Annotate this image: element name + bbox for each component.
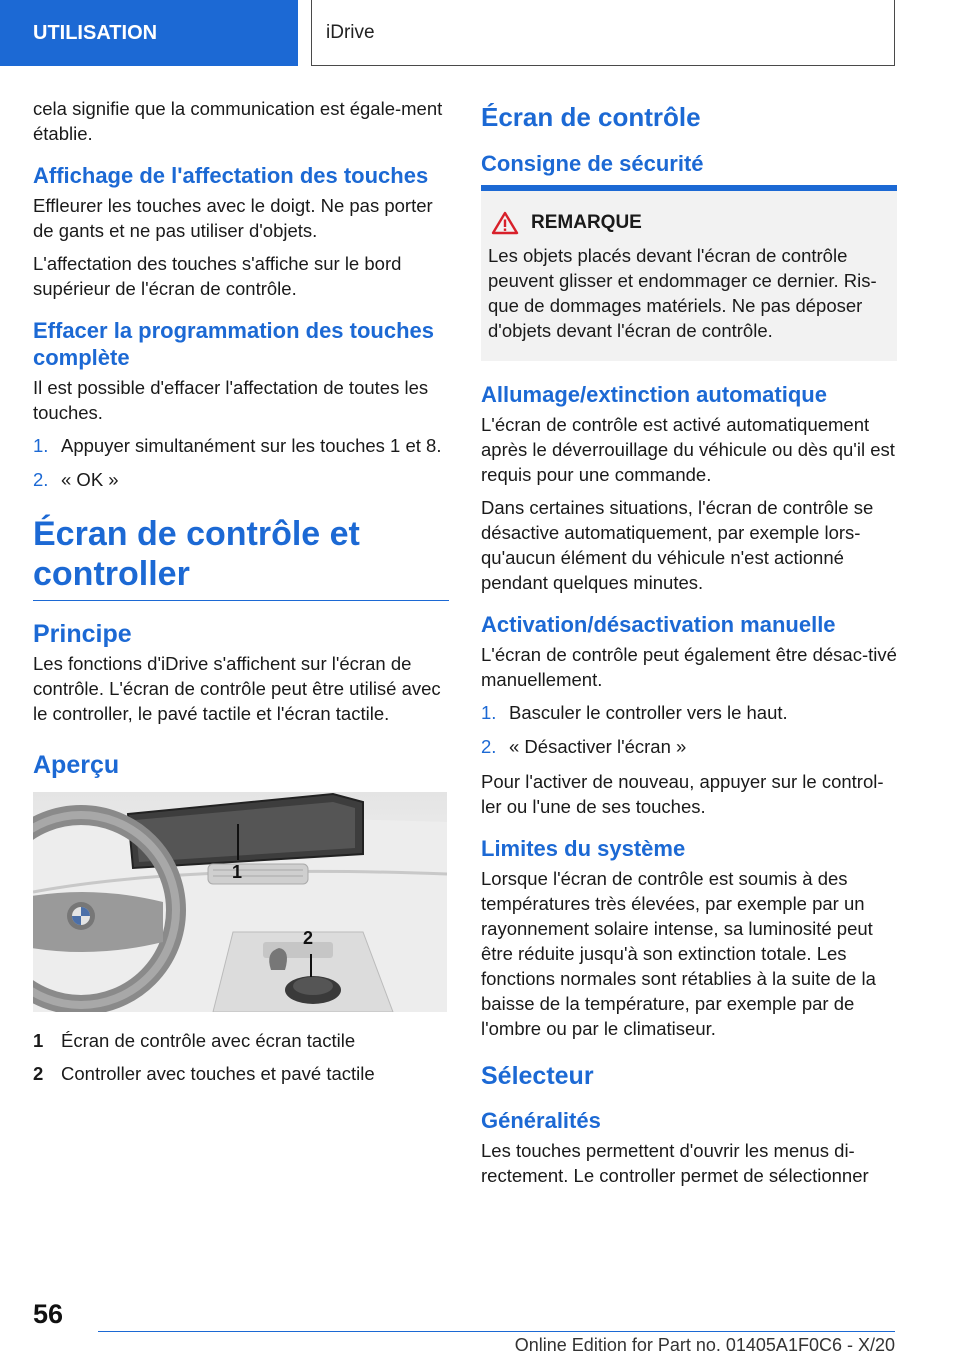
legend-text: Controller avec touches et pavé tactile	[61, 1063, 375, 1084]
heading-main: Écran de contrôle et controller	[33, 514, 449, 601]
figure-legend	[33, 1028, 449, 1086]
paragraph-affichage-1: Effleurer les touches avec le doigt. Ne pas porter de gants et ne pas utiliser d'objets.	[33, 195, 433, 241]
heading-apercu: Aperçu	[33, 751, 120, 779]
paragraph-affichage-2: L'affectation des touches s'affiche sur le bord supérieur de l'écran de contrôle.	[33, 253, 402, 299]
step-text: Basculer le controller vers le haut.	[509, 702, 788, 723]
legend-number: 2	[33, 1063, 44, 1084]
section-title: UTILISATION	[33, 21, 158, 44]
heading-selecteur: Sélecteur	[481, 1062, 594, 1090]
footer-edition: Online Edition for Part no. 01405A1F0C6 - X/20	[514, 1335, 895, 1355]
heading-generalites: Généralités	[481, 1108, 601, 1133]
legend-text: Écran de contrôle avec écran tactile	[61, 1030, 356, 1051]
dashboard-drawing	[33, 792, 447, 1012]
warning-notice	[481, 185, 897, 361]
warning-icon	[491, 211, 519, 235]
paragraph-limites: Lorsque l'écran de contrôle est soumis à des températures très élevées, par exemple par un rayonnement solaire intense, sa luminosité peut être réduite jusqu'à son extinction totale. Les fonctions normales sont rétablies à la suite de la baisse de la température, par exemple par de l'ombre ou par le climatiseur.	[481, 868, 876, 1039]
chapter-header	[311, 0, 895, 66]
step-number: 1.	[33, 435, 49, 456]
chapter-title: iDrive	[326, 21, 375, 43]
heading-activation: Activation/désactivation manuelle	[481, 612, 836, 637]
paragraph-allumage-2: Dans certaines situations, l'écran de contrôle se désactive automatiquement, par exemple lors-qu'aucun élément du véhicule n'est actionné pendant quelques minutes.	[481, 497, 874, 593]
step-text: « OK »	[61, 469, 119, 490]
footer-divider	[98, 1331, 895, 1332]
list-item	[33, 1028, 449, 1053]
paragraph-principe: Les fonctions d'iDrive s'affichent sur l'écran de contrôle. L'écran de contrôle peut être utilisé avec le controller, le pavé tactile et l'écran tactile.	[33, 653, 441, 724]
list-item	[33, 467, 449, 492]
steps-activation	[481, 700, 897, 759]
heading-ecran: Écran de contrôle	[481, 102, 701, 132]
heading-principe: Principe	[33, 620, 132, 648]
page-number: 56	[33, 1299, 64, 1329]
paragraph-effacer: Il est possible d'effacer l'affectation de toutes les touches.	[33, 377, 429, 423]
step-number: 2.	[33, 469, 49, 490]
paragraph-reactiver: Pour l'activer de nouveau, appuyer sur le control-ler ou l'une de ses touches.	[481, 771, 884, 817]
notice-text: Les objets placés devant l'écran de contrôle peuvent glisser et endommager ce dernier. Ris-que de dommages matériels. Ne pas déposer d'objets devant l'écran de contrôle.	[488, 245, 877, 341]
step-number: 1.	[481, 702, 497, 723]
heading-affichage: Affichage de l'affectation des touches	[33, 163, 429, 188]
heading-limites: Limites du système	[481, 836, 686, 861]
section-tab[interactable]	[0, 0, 298, 66]
legend-number: 1	[33, 1030, 44, 1051]
heading-allumage: Allumage/extinction automatique	[481, 382, 827, 407]
notice-header	[488, 211, 889, 235]
step-number: 2.	[481, 736, 497, 757]
step-text: « Désactiver l'écran »	[509, 736, 687, 757]
heading-effacer: Effacer la programmation des touches complète	[33, 318, 434, 370]
list-item	[33, 433, 449, 458]
paragraph-allumage-1: L'écran de contrôle est activé automatiquement après le déverrouillage du véhicule ou dès qu'il est requis pour une commande.	[481, 414, 895, 485]
heading-consigne: Consigne de sécurité	[481, 151, 704, 176]
left-column	[33, 96, 449, 1096]
list-item	[481, 700, 897, 725]
notice-title: REMARQUE	[531, 212, 642, 233]
callout-label-1: 1	[232, 862, 243, 882]
paragraph-activation: L'écran de contrôle peut également être désac-tivé manuellement.	[481, 644, 897, 690]
right-column	[481, 102, 897, 1196]
list-item	[33, 1061, 449, 1086]
paragraph-generalites: Les touches permettent d'ouvrir les menus di-rectement. Le controller permet de sélectionner	[481, 1140, 869, 1186]
intro-paragraph: cela signifie que la communication est égale-ment établie.	[33, 98, 443, 144]
steps-effacer	[33, 433, 449, 492]
callout-label-2: 2	[303, 928, 314, 948]
dashboard-illustration	[33, 792, 447, 1012]
step-text: Appuyer simultanément sur les touches 1 et 8.	[61, 435, 442, 456]
list-item	[481, 734, 897, 759]
